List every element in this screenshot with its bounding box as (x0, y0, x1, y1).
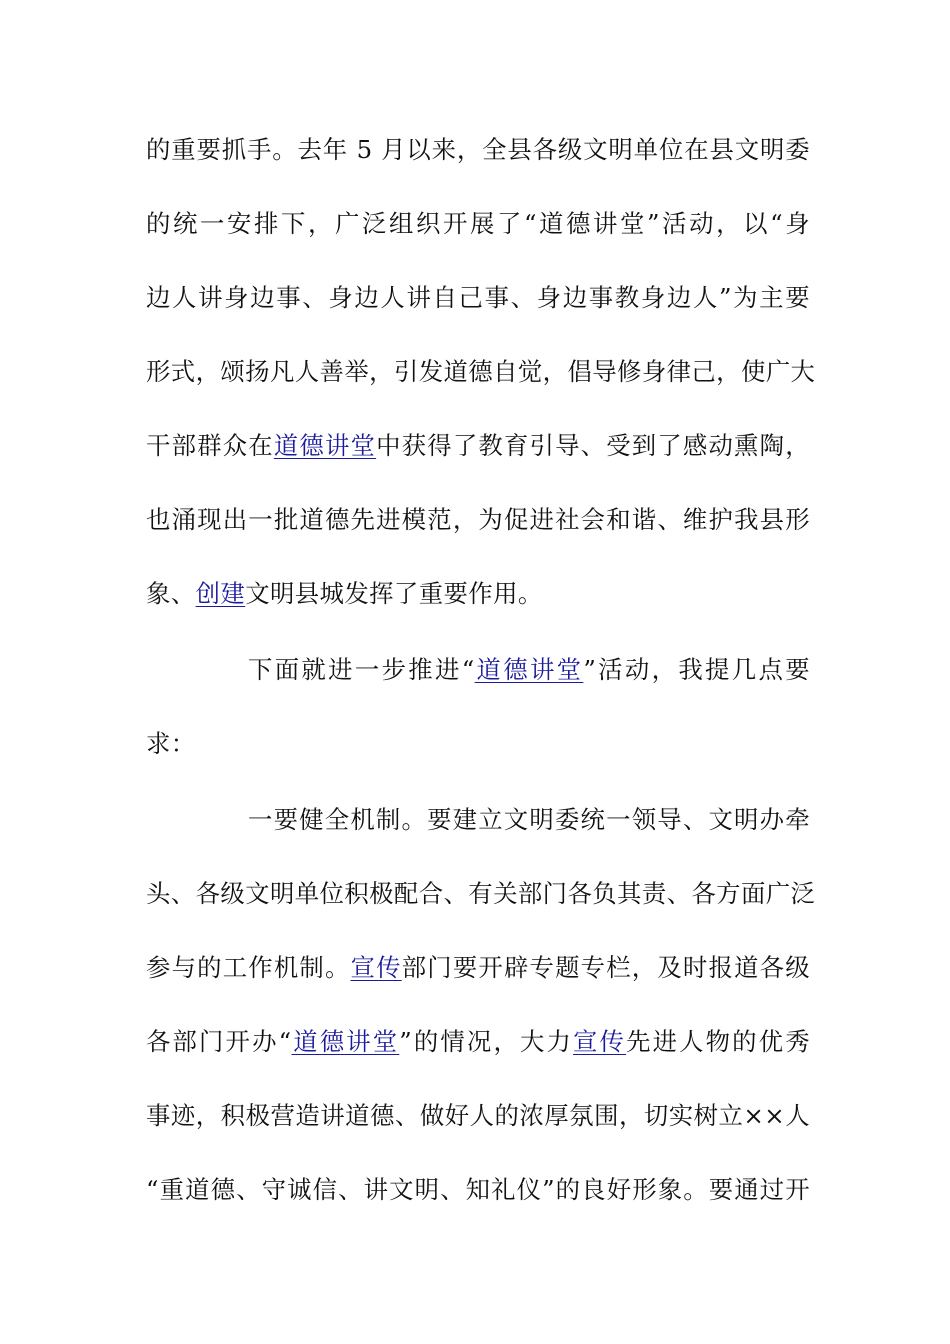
link-xuanchuan[interactable]: 宣传 (573, 1027, 627, 1056)
link-daode-jiangtang[interactable]: 道德讲堂 (273, 431, 377, 460)
text-run: 各部门开办“ (146, 1027, 292, 1056)
text-line (146, 574, 810, 614)
text-line (146, 1022, 810, 1062)
link-daode-jiangtang[interactable]: 道德讲堂 (474, 655, 584, 684)
link-xuanchuan[interactable]: 宣传 (350, 953, 402, 982)
link-daode-jiangtang[interactable]: 道德讲堂 (291, 1027, 400, 1056)
text-run: ”活动，我提几点要 (583, 655, 810, 684)
text-line (248, 650, 810, 690)
link-chuangjian[interactable]: 创建 (195, 579, 246, 608)
text-line (146, 948, 810, 988)
text-line: 的统一安排下，广泛组织开展了“道德讲堂”活动，以“身 (146, 209, 810, 238)
text-run: 下面就进一步推进“ (248, 655, 475, 684)
text-line: 头、各级文明单位积极配合、有关部门各负其责、各方面广泛 (146, 879, 816, 908)
text-line: 求： (146, 729, 196, 758)
text-run: 象、 (146, 579, 196, 608)
text-run: 干部群众在 (146, 431, 274, 460)
text-line: 事迹，积极营造讲道德、做好人的浓厚氛围，切实树立××人 (146, 1101, 810, 1130)
text-run: 参与的工作机制。 (146, 953, 351, 982)
text-run: 先进人物的优秀 (626, 1027, 810, 1056)
text-line: 也涌现出一批道德先进模范，为促进社会和谐、维护我县形 (146, 505, 810, 534)
text-line: “重道德、守诚信、讲文明、知礼仪”的良好形象。要通过开 (146, 1175, 810, 1204)
text-line: 的重要抓手。去年 5 月以来，全县各级文明单位在县文明委 (146, 135, 810, 164)
text-line: 形式，颂扬凡人善举，引发道德自觉，倡导修身律己，使广大 (146, 357, 816, 386)
text-line (146, 426, 810, 466)
text-run: 文明县城发挥了重要作用。 (245, 579, 543, 608)
text-run: ”的情况，大力 (399, 1027, 574, 1056)
text-run: 中获得了教育引导、受到了感动熏陶， (376, 431, 810, 460)
text-run: 部门要开辟专题专栏，及时报道各级 (401, 953, 810, 982)
text-line: 一要健全机制。要建立文明委统一领导、文明办牵 (248, 805, 810, 834)
text-line: 边人讲身边事、身边人讲自己事、身边事教身边人”为主要 (146, 283, 810, 312)
